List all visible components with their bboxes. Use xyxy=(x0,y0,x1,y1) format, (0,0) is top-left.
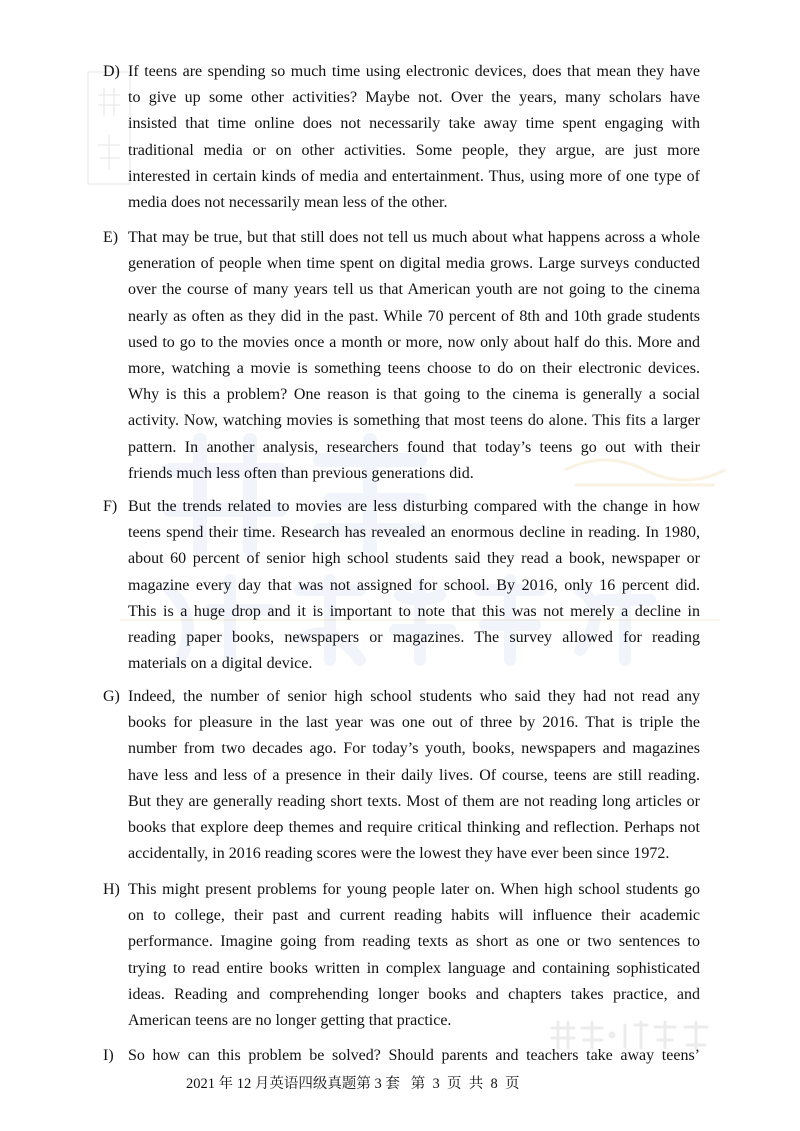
text-line: So how can this problem be solved? Should parents and teachers take away teens’ xyxy=(128,1047,700,1064)
text-line: American teens are no longer getting that practice. xyxy=(128,1011,452,1029)
paragraph-label: I) xyxy=(103,1047,114,1064)
paragraph-text xyxy=(128,225,700,487)
text-line: to give up some other activities? Maybe not. Over the years, many scholars have xyxy=(128,89,700,107)
text-line: pattern. In another analysis, researchers found that today’s teens go out with their xyxy=(128,438,700,456)
paragraph-text xyxy=(128,494,700,677)
text-line: reading paper books, newspapers or magazines. The survey allowed for reading xyxy=(128,628,700,646)
text-line: interested in certain kinds of media and entertainment. Thus, using more of one type of xyxy=(128,167,700,185)
paragraph-text xyxy=(128,1043,700,1069)
text-line: trying to read entire books written in complex language and containing sophisticated xyxy=(128,959,700,977)
paragraph-label: F) xyxy=(103,498,118,515)
text-line: books that explore deep themes and require critical thinking and reflection. Perhaps not xyxy=(128,818,700,836)
text-line: But they are generally reading short texts. Most of them are not reading long articles or xyxy=(128,792,700,810)
text-line: have less and less of a presence in their daily lives. Of course, teens are still reading. xyxy=(128,766,700,784)
text-line: accidentally, in 2016 reading scores were the lowest they have ever been since 1972. xyxy=(128,845,670,863)
text-line: media does not necessarily mean less of the other. xyxy=(128,193,448,211)
text-line: If teens are spending so much time using electronic devices, does that mean they have xyxy=(128,63,700,80)
text-line: magazine every day that was not assigned for school. By 2016, only 16 percent did. xyxy=(128,576,700,594)
text-line: over the course of many years tell us that American youth are not going to the cinema xyxy=(128,281,700,299)
text-line: activity. Now, watching movies is something that most teens do alone. This fits a larger xyxy=(128,412,700,430)
text-line: books for pleasure in the last year was one out of three by 2016. That is triple the xyxy=(128,714,700,732)
text-line: friends much less often than previous generations did. xyxy=(128,464,474,482)
text-line: about 60 percent of senior high school students said they read a book, newspaper or xyxy=(128,550,700,568)
page-footer: 2021 年 12 月英语四级真题第 3 套 第 3 页 共 8 页 xyxy=(186,1076,520,1092)
text-line: This might present problems for young people later on. When high school students go xyxy=(128,881,700,898)
text-line: materials on a digital device. xyxy=(128,655,313,673)
text-line: This is a huge drop and it is important to note that this was not merely a decline in xyxy=(128,602,700,620)
text-line: ideas. Reading and comprehending longer books and chapters takes practice, and xyxy=(128,985,700,1003)
text-line: Why is this a problem? One reason is that going to the cinema is generally a social xyxy=(128,386,700,404)
text-line: number from two decades ago. For today’s youth, books, newspapers and magazines xyxy=(128,740,700,758)
watermark-logo xyxy=(88,72,130,184)
text-line: teens spend their time. Research has revealed an enormous decline in reading. In 1980, xyxy=(128,524,700,542)
text-line: performance. Imagine going from reading texts as short as one or two sentences to xyxy=(128,933,700,951)
text-line: generation of people when time spent on digital media grows. Large surveys conducted xyxy=(128,255,700,273)
paragraph-label: D) xyxy=(103,63,120,80)
text-line: But the trends related to movies are less disturbing compared with the change in how xyxy=(128,498,700,515)
text-line: nearly as often as they did in the past. While 70 percent of 8th and 10th grade students xyxy=(128,307,700,325)
paragraph-label: H) xyxy=(103,881,120,898)
text-line: insisted that time online does not necessarily take away time spent engaging with xyxy=(128,115,700,133)
paragraph-label: E) xyxy=(103,229,119,246)
text-line: more, watching a movie is something teens choose to do on their electronic devices. xyxy=(128,359,700,377)
paragraph-text xyxy=(128,59,700,216)
text-line: traditional media or on other activities. Some people, they argue, are just more xyxy=(128,141,700,159)
text-line: Indeed, the number of senior high school students who said they had not read any xyxy=(128,688,700,705)
text-line: That may be true, but that still does not tell us much about what happens across a whole xyxy=(128,229,700,246)
text-line: on to college, their past and current reading habits will influence their academic xyxy=(128,907,700,925)
paragraph-text xyxy=(128,877,700,1034)
paragraph-text xyxy=(128,684,700,867)
paragraph-label: G) xyxy=(103,688,120,705)
text-line: used to go to the movies once a month or more, now only about half do this. More and xyxy=(128,333,700,351)
